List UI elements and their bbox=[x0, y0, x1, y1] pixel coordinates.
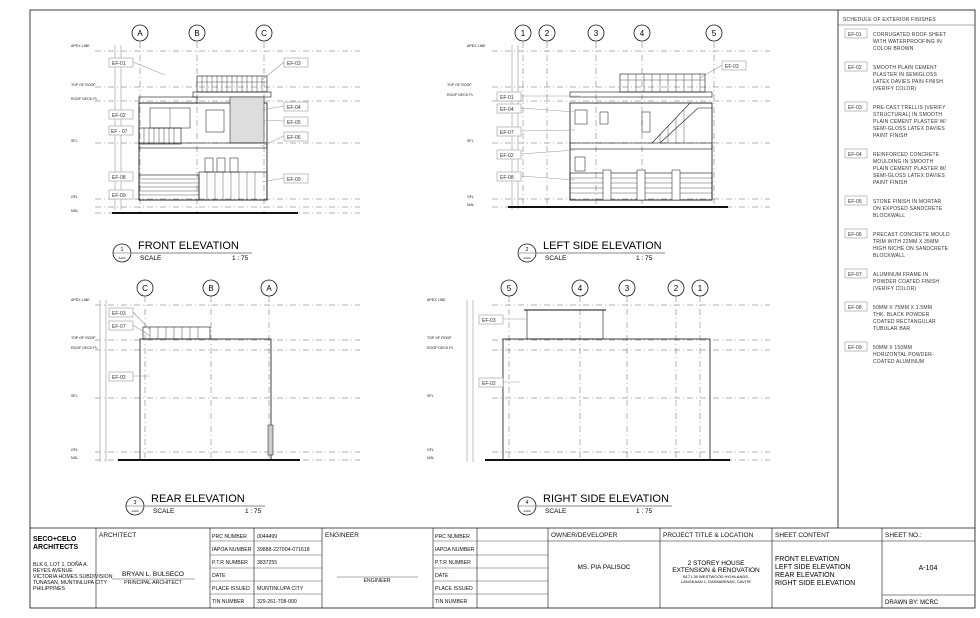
scale-label: SCALE bbox=[140, 255, 162, 262]
left-building-outline bbox=[508, 74, 728, 207]
schedule-description-line: COATED RECTANGULAR bbox=[873, 319, 936, 325]
right-level-labels bbox=[427, 298, 454, 460]
level-label-ngl: NGL bbox=[71, 209, 79, 213]
project-location-line: LANGKAAN 1, DASMARINAS, CAVITE bbox=[680, 579, 752, 584]
level-label-roof-deck: ROOF DECK FL bbox=[71, 346, 98, 350]
schedule-description-line: LATEX DAVIES PAIN FINISH bbox=[873, 79, 944, 85]
schedule-description-line: REINFORCED CONCRETE bbox=[873, 152, 940, 158]
schedule-description-line: PAINT FINISH bbox=[873, 180, 908, 186]
level-label-gfl: GFL bbox=[71, 448, 78, 452]
schedule-items bbox=[845, 29, 950, 365]
finish-tag: EF-03 bbox=[287, 61, 301, 67]
schedule-item bbox=[845, 62, 943, 92]
grid-label: 1 bbox=[697, 284, 703, 293]
view-number: 4 bbox=[525, 500, 529, 506]
rear-grid-lines bbox=[145, 296, 269, 460]
view-number: 1 bbox=[120, 247, 124, 253]
field-label: PRC NUMBER bbox=[212, 534, 247, 540]
scale-value: 1 : 75 bbox=[636, 508, 653, 515]
level-label-apex: APEX LINE bbox=[71, 298, 90, 302]
scale-value: 1 : 75 bbox=[245, 508, 262, 515]
engineer-field-label: PLACE ISSUED bbox=[435, 586, 473, 592]
schedule-item bbox=[845, 269, 939, 292]
level-label-apex: APEX LINE bbox=[71, 44, 90, 48]
schedule-description-line: HORIZONTAL POWDER- bbox=[873, 352, 934, 358]
architect-name: BRYAN L. BULSECO bbox=[122, 571, 184, 578]
level-label-gfl: GFL bbox=[467, 195, 474, 199]
project-location-line: B17 L39 WESTWOOD HIGHLANDS, bbox=[682, 574, 750, 579]
schedule-of-finishes bbox=[838, 17, 975, 365]
level-label-top-roof: TOP OF ROOF bbox=[447, 83, 472, 87]
grid-label: 2 bbox=[544, 29, 550, 38]
architect-field-row bbox=[212, 547, 310, 553]
schedule-item bbox=[845, 102, 947, 139]
level-label-roof-deck: ROOF DECK FL bbox=[427, 346, 454, 350]
firm-name-line1: SECO+CELO bbox=[33, 536, 77, 543]
grid-label: B bbox=[208, 284, 214, 293]
field-value: 329-261-708-000 bbox=[257, 599, 297, 605]
left-elevation-title bbox=[518, 240, 665, 262]
architect-field-row bbox=[212, 560, 277, 566]
schedule-description-line: BLOCKWALL bbox=[873, 253, 906, 259]
schedule-code: EF-04 bbox=[848, 152, 862, 158]
sheet-content-line: LEFT SIDE ELEVATION bbox=[775, 564, 851, 571]
schedule-description-line: STRUCTURAL) IN SMOOTH bbox=[873, 112, 943, 118]
scale-label: SCALE bbox=[153, 508, 175, 515]
schedule-description-line: TRIM WITH 22MM X 35MM bbox=[873, 239, 939, 245]
field-label: TIN NUMBER bbox=[212, 599, 245, 605]
grid-label: 3 bbox=[593, 29, 599, 38]
finish-tag: EF-09 bbox=[287, 177, 301, 183]
schedule-item bbox=[845, 196, 943, 219]
schedule-item bbox=[845, 229, 950, 259]
schedule-description-line: MOULDING IN SMOOTH bbox=[873, 159, 934, 165]
engineer-field-label: TIN NUMBER bbox=[435, 599, 468, 605]
schedule-description-line: PAINT FINISH bbox=[873, 133, 908, 139]
finish-tag: EF-08 bbox=[500, 175, 514, 181]
view-title: REAR ELEVATION bbox=[151, 493, 245, 505]
field-value: 3837255 bbox=[257, 560, 278, 566]
view-number: 3 bbox=[133, 500, 137, 506]
grid-label: 5 bbox=[711, 29, 717, 38]
level-label-apex: APEX LINE bbox=[467, 44, 486, 48]
sheet-content-line: RIGHT SIDE ELEVATION bbox=[775, 580, 856, 587]
field-label: P.T.R NUMBER bbox=[212, 560, 248, 566]
rear-elevation-view bbox=[71, 280, 360, 515]
schedule-description-line: ON EXPOSED SANDCRETE bbox=[873, 206, 943, 212]
schedule-code: EF-06 bbox=[848, 232, 862, 238]
schedule-code: EF-09 bbox=[848, 345, 862, 351]
field-label: PLACE ISSUED bbox=[212, 586, 250, 592]
grid-label: A bbox=[137, 29, 143, 38]
rear-level-labels bbox=[71, 298, 98, 460]
view-title: RIGHT SIDE ELEVATION bbox=[543, 493, 669, 505]
schedule-item bbox=[845, 29, 946, 52]
left-tag-group bbox=[497, 61, 746, 181]
finish-tag: EF-06 bbox=[287, 135, 301, 141]
architect-field-row bbox=[212, 534, 277, 540]
architect-role: PRINCIPAL ARCHITECT bbox=[124, 580, 182, 586]
finish-tag: EF-07 bbox=[500, 130, 514, 136]
grid-label: C bbox=[142, 284, 148, 293]
finish-tag: EF-01 bbox=[500, 95, 514, 101]
owner-label: OWNER/DEVELOPER bbox=[551, 532, 618, 539]
schedule-description-line: ALUMINUM FRAME IN bbox=[873, 272, 929, 278]
finish-tag: EF-02 bbox=[112, 113, 126, 119]
field-label: IAPOA NUMBER bbox=[212, 547, 252, 553]
schedule-description-line: (VERIFY COLOR) bbox=[873, 286, 917, 292]
right-side-elevation-view bbox=[427, 280, 770, 515]
sheet-number: A-104 bbox=[918, 565, 938, 572]
scale-value: 1 : 75 bbox=[636, 255, 653, 262]
view-sheet-ref: A104 bbox=[523, 509, 531, 513]
firm-address-line: BLK 6, LOT 1, DOÑA A. bbox=[33, 562, 88, 568]
finish-tag: EF-02 bbox=[500, 153, 514, 159]
level-label-sfl: SFL bbox=[467, 139, 474, 143]
level-label-ngl: NGL bbox=[427, 456, 435, 460]
sheet-number-label: SHEET NO.: bbox=[885, 532, 922, 539]
finish-tag: EF-03 bbox=[112, 311, 126, 317]
grid-label: A bbox=[266, 284, 272, 293]
finish-tag: EF-04 bbox=[287, 105, 301, 111]
finish-tag: EF-07 bbox=[112, 324, 126, 330]
project-label: PROJECT TITLE & LOCATION bbox=[663, 532, 754, 539]
schedule-description-line: WITH WATERPROOFING IN bbox=[873, 39, 942, 45]
sheet-content-label: SHEET CONTENT bbox=[775, 532, 830, 539]
engineer-field-label: P.T.R NUMBER bbox=[435, 560, 471, 566]
level-label-sfl: SFL bbox=[71, 394, 78, 398]
schedule-description-line: SMOOTH PLAIN CEMENT bbox=[873, 65, 938, 71]
schedule-description-line: STONE FINISH IN MORTAR bbox=[873, 199, 942, 205]
rear-level-lines bbox=[95, 300, 360, 462]
field-value: MUNTINLUPA CITY bbox=[257, 586, 304, 592]
left-level-labels bbox=[447, 44, 486, 207]
schedule-code: EF-01 bbox=[848, 32, 862, 38]
finish-tag: EF-05 bbox=[287, 120, 301, 126]
finish-tag: EF-08 bbox=[112, 175, 126, 181]
level-label-roof-deck: ROOF DECK FL bbox=[71, 97, 98, 101]
drawn-by: DRAWN BY: MCRC bbox=[885, 600, 939, 606]
schedule-description-line: PLASTER IN SEMIGLOSS bbox=[873, 72, 938, 78]
level-label-top-roof: TOP OF ROOF bbox=[71, 336, 96, 340]
firm-address-line: PHILIPPINES bbox=[33, 586, 66, 592]
rear-tag-group bbox=[109, 308, 150, 381]
architect-fields bbox=[212, 534, 310, 605]
left-grid-bubbles bbox=[515, 25, 722, 41]
level-label-ngl: NGL bbox=[467, 203, 475, 207]
architect-label: ARCHITECT bbox=[99, 532, 137, 539]
front-level-labels bbox=[71, 44, 98, 213]
engineer-role: ENGINEER bbox=[363, 578, 391, 584]
rear-grid-bubbles bbox=[137, 280, 277, 296]
architect-field-row bbox=[212, 573, 226, 579]
project-title-line: EXTENSION & RENOVATION bbox=[672, 567, 760, 574]
view-sheet-ref: A104 bbox=[523, 256, 531, 260]
grid-label: 1 bbox=[520, 29, 526, 38]
grid-label: 2 bbox=[673, 284, 679, 293]
grid-label: 4 bbox=[639, 29, 645, 38]
schedule-description-line: POWDER COATED FINISH bbox=[873, 279, 940, 285]
schedule-description-line: BLOCKWALL bbox=[873, 213, 906, 219]
schedule-item bbox=[845, 342, 934, 365]
firm-name-line2: ARCHITECTS bbox=[33, 544, 79, 551]
sheet-content-line: REAR ELEVATION bbox=[775, 572, 835, 579]
architect-field-row bbox=[212, 599, 297, 605]
schedule-description-line: (VERIFY COLOR) bbox=[873, 86, 917, 92]
rear-building-outline bbox=[118, 327, 300, 460]
finish-tag: EF - 07 bbox=[111, 129, 128, 135]
right-grid-lines bbox=[509, 296, 700, 460]
schedule-description-line: HIGH NICHE ON SANDCRETE bbox=[873, 246, 949, 252]
engineer-field-label: IAPOA NUMBER bbox=[435, 547, 475, 553]
level-label-top-roof: TOP OF ROOF bbox=[71, 83, 96, 87]
level-label-ngl: NGL bbox=[71, 456, 79, 460]
engineer-label: ENGINEER bbox=[325, 532, 359, 539]
scale-label: SCALE bbox=[545, 508, 567, 515]
finish-tag: EF-09 bbox=[112, 193, 126, 199]
grid-label: C bbox=[261, 29, 267, 38]
field-value: 0044499 bbox=[257, 534, 278, 540]
front-elevation-view bbox=[71, 25, 360, 262]
schedule-description-line: TUBULAR BAR bbox=[873, 326, 911, 332]
finish-tag: EF-02 bbox=[482, 381, 496, 387]
view-sheet-ref: A104 bbox=[131, 509, 139, 513]
firm-address-line: REYES AVENUE bbox=[33, 568, 73, 574]
grid-label: B bbox=[194, 29, 200, 38]
left-grid-lines bbox=[523, 42, 714, 207]
right-grid-bubbles bbox=[501, 280, 708, 296]
schedule-title: SCHEDULE OF EXTERIOR FINISHES bbox=[843, 17, 936, 23]
view-title: FRONT ELEVATION bbox=[138, 240, 239, 252]
schedule-item bbox=[845, 149, 947, 186]
field-value: 39888-227004-071618 bbox=[257, 547, 310, 553]
level-label-roof-deck: ROOF DECK FL bbox=[447, 93, 474, 97]
finish-tag: EF-04 bbox=[500, 107, 514, 113]
level-label-sfl: SFL bbox=[427, 394, 434, 398]
schedule-description-line: PRE-CAST TRELLIS (VERIFY bbox=[873, 105, 946, 111]
view-number: 2 bbox=[525, 247, 529, 253]
finish-tag: EF-01 bbox=[112, 61, 126, 67]
schedule-description-line: 50MM X 75MM X 1.5MM bbox=[873, 305, 933, 311]
grid-label: 5 bbox=[506, 284, 512, 293]
right-level-lines bbox=[467, 300, 770, 462]
schedule-code: EF-08 bbox=[848, 305, 862, 311]
engineer-field-label: PRC NUMBER bbox=[435, 534, 470, 540]
front-elevation-title bbox=[113, 240, 252, 262]
view-sheet-ref: A104 bbox=[118, 256, 126, 260]
title-block bbox=[33, 528, 975, 608]
schedule-code: EF-05 bbox=[848, 199, 862, 205]
engineer-fields bbox=[435, 534, 475, 605]
engineer-field-label: DATE bbox=[435, 573, 449, 579]
owner-name: MS. PIA PALISOC bbox=[577, 564, 631, 571]
schedule-description-line: THK. BLACK POWDER bbox=[873, 312, 930, 318]
schedule-code: EF-02 bbox=[848, 65, 862, 71]
level-label-top-roof: TOP OF ROOF bbox=[427, 336, 452, 340]
schedule-description-line: 50MM X 150MM bbox=[873, 345, 913, 351]
level-label-gfl: GFL bbox=[71, 195, 78, 199]
right-elevation-title bbox=[518, 493, 672, 515]
firm-address-line: TUNASAN, MUNTINLUPA CITY bbox=[33, 580, 107, 586]
view-title: LEFT SIDE ELEVATION bbox=[543, 240, 662, 252]
schedule-description-line: PLAIN CEMENT PLASTER W/ bbox=[873, 119, 947, 125]
schedule-description-line: CORRUGATED ROOF SHEET bbox=[873, 32, 947, 38]
finish-tag: EF-03 bbox=[482, 318, 496, 324]
level-label-sfl: SFL bbox=[71, 139, 78, 143]
schedule-code: EF-07 bbox=[848, 272, 862, 278]
schedule-description-line: PRECAST CONCRETE MOULD bbox=[873, 232, 950, 238]
schedule-description-line: COATED ALUMINUM bbox=[873, 359, 925, 365]
finish-tag: EF-02 bbox=[112, 375, 126, 381]
field-label: DATE bbox=[212, 573, 226, 579]
project-title-line: 2 STOREY HOUSE bbox=[687, 560, 745, 567]
firm-address bbox=[33, 561, 113, 592]
level-label-apex: APEX LINE bbox=[427, 298, 446, 302]
schedule-description-line: SEMI-GLOSS LATEX DAVIES bbox=[873, 173, 945, 179]
grid-label: 4 bbox=[577, 284, 583, 293]
schedule-description-line: COLOR BROWN bbox=[873, 46, 914, 52]
right-building-outline bbox=[485, 310, 730, 460]
finish-tag: EF-03 bbox=[725, 64, 739, 70]
front-level-lines bbox=[95, 45, 360, 213]
sheet-content-line: FRONT ELEVATION bbox=[775, 556, 840, 563]
schedule-description-line: PLAIN CEMENT PLASTER W/ bbox=[873, 166, 947, 172]
level-label-gfl: GFL bbox=[427, 448, 434, 452]
schedule-description-line: SEMI-GLOSS LATEX DAVIES bbox=[873, 126, 945, 132]
scale-value: 1 : 75 bbox=[232, 255, 249, 262]
grid-label: 3 bbox=[624, 284, 630, 293]
architect-field-row bbox=[212, 586, 304, 592]
rear-elevation-title bbox=[126, 493, 265, 515]
schedule-item bbox=[845, 302, 936, 332]
scale-label: SCALE bbox=[545, 255, 567, 262]
front-grid-bubbles bbox=[132, 25, 272, 41]
left-side-elevation-view bbox=[447, 25, 770, 262]
schedule-code: EF-03 bbox=[848, 105, 862, 111]
firm-address-line: VICTORIA HOMES SUBDIVISION bbox=[33, 574, 113, 580]
